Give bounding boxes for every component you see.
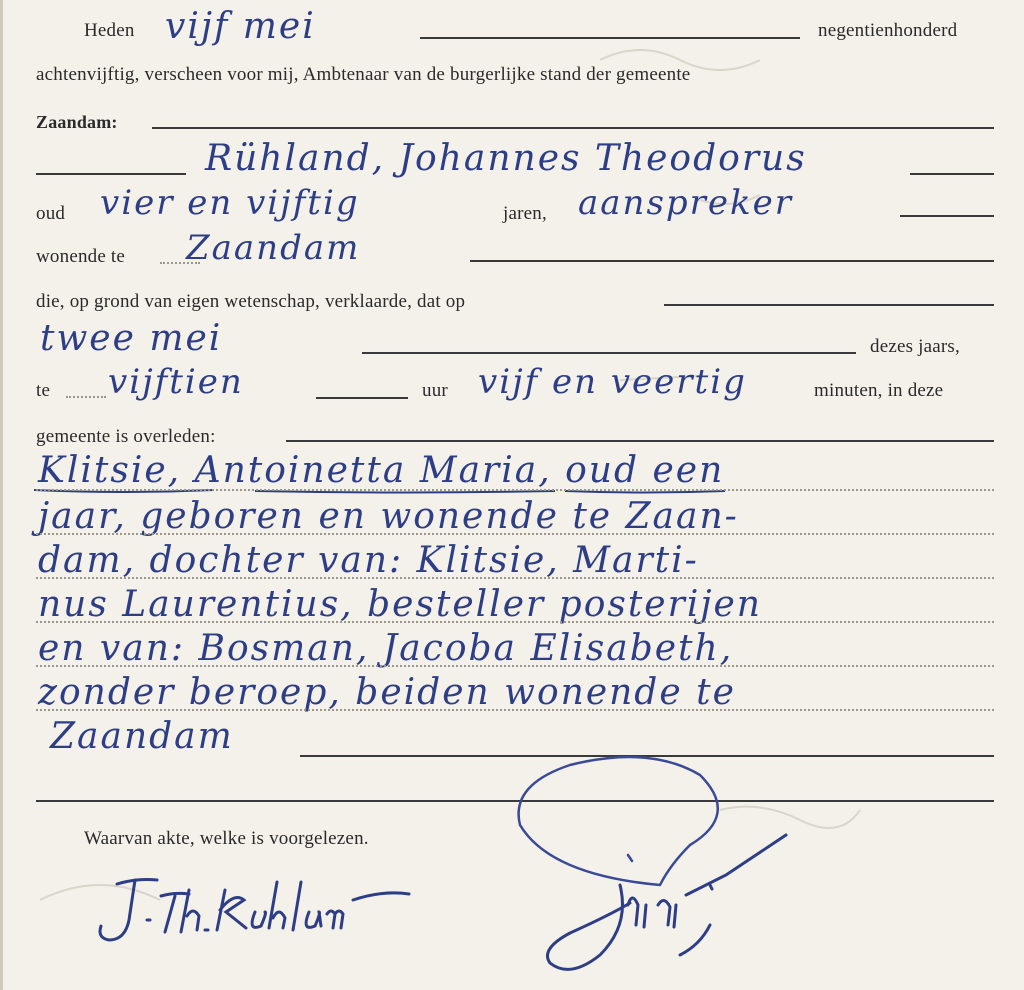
handwritten-deceased-line-5: en van: Bosman, Jacoba Elisabeth, <box>38 628 734 669</box>
text-uur: uur <box>422 380 448 401</box>
rule <box>316 397 408 399</box>
rule <box>362 352 856 354</box>
rule <box>900 215 994 217</box>
rule <box>910 173 994 175</box>
rule <box>36 533 994 535</box>
text-die-op: die, op grond van eigen wetenschap, verklaarde, dat op <box>36 291 466 312</box>
rule <box>152 127 994 129</box>
rule <box>286 440 994 442</box>
rule <box>66 396 106 398</box>
text-dezes-jaars: dezes jaars, <box>870 336 960 357</box>
handwritten-minutes: vijf en veertig <box>478 362 747 402</box>
handwritten-profession: aanspreker <box>578 183 794 223</box>
text-waarvan: Waarvan akte, welke is voorgelezen. <box>84 828 369 849</box>
rule <box>36 173 186 175</box>
rule <box>36 489 994 491</box>
handwritten-deceased-line-3: dam, dochter van: Klitsie, Marti- <box>38 540 699 581</box>
handwritten-declarant: Rühland, Johannes Theodorus <box>205 138 807 179</box>
text-wonende-te: wonende te <box>36 246 126 267</box>
rule <box>420 37 800 39</box>
text-oud: oud <box>36 203 66 224</box>
official-seal-and-signature <box>510 755 800 985</box>
handwritten-hour: vijftien <box>108 362 244 402</box>
rule <box>36 709 994 711</box>
handwritten-deceased-line-6: zonder beroep, beiden wonende te <box>38 672 736 713</box>
rule <box>664 304 994 306</box>
text-jaren: jaren, <box>503 203 547 224</box>
text-intro-line: achtenvijftig, verscheen voor mij, Ambtenaar van de burgerlijke stand der gemeente <box>36 64 691 85</box>
signature-declarant <box>95 860 425 955</box>
rule <box>36 665 994 667</box>
rule <box>470 260 994 262</box>
handwritten-deceased-line-2: jaar, geboren en wonende te Zaan- <box>38 496 739 537</box>
rule <box>36 621 994 623</box>
handwritten-death-date: twee mei <box>40 318 223 359</box>
text-gemeente: gemeente is overleden: <box>36 426 216 447</box>
handwritten-deceased-line-7: Zaandam <box>50 716 234 757</box>
handwritten-age: vier en vijftig <box>100 183 360 223</box>
text-te: te <box>36 380 51 401</box>
name-underlines <box>30 486 750 496</box>
handwritten-residence: Zaandam <box>186 228 361 268</box>
handwritten-deceased-line-1: Klitsie, Antoinetta Maria, oud een <box>38 450 725 491</box>
text-minuten: minuten, in deze <box>814 380 944 401</box>
handwritten-deceased-line-4: nus Laurentius, besteller posterijen <box>38 584 762 625</box>
rule <box>36 577 994 579</box>
text-negentienhonderd: negentienhonderd <box>818 20 958 41</box>
text-heden: Heden <box>84 20 135 41</box>
handwritten-date: vijf mei <box>165 6 316 47</box>
text-zaandam: Zaandam: <box>36 112 118 132</box>
